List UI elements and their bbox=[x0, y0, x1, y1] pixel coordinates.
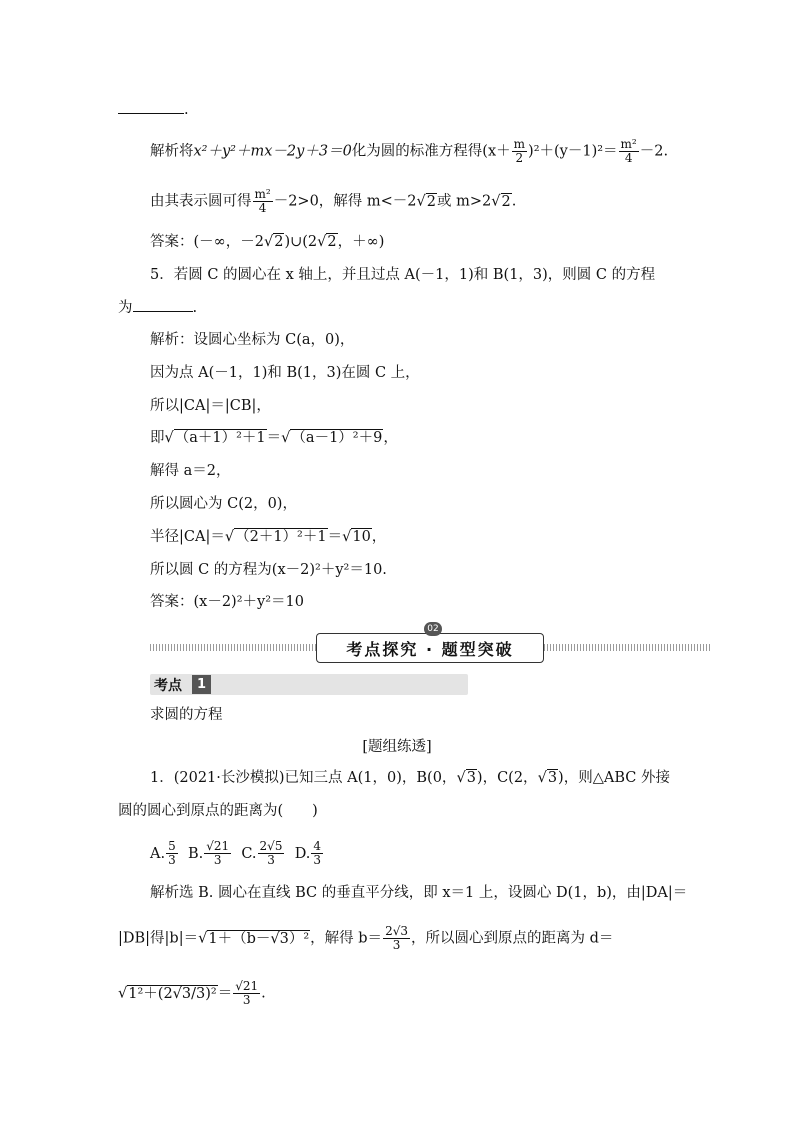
question-1-line-1: 1．(2021·长沙模拟)已知三点 A(1，0)，B(0，√3)，C(2，√3)，则△ABC 外接 bbox=[150, 770, 670, 786]
section-banner bbox=[150, 624, 710, 664]
kaodian-number: 1 bbox=[192, 675, 211, 694]
group-title: [题组练透] bbox=[362, 739, 432, 755]
option-a[interactable]: A. $\frac{5}{3}$ bbox=[150, 839, 176, 867]
solution-5-line-7: 半径|CA|＝√（2＋1）²＋1＝√10， bbox=[150, 529, 387, 545]
answer-5: 答案：(x－2)²＋y²＝10 bbox=[150, 594, 304, 610]
kaodian-label: 考点 bbox=[154, 678, 182, 694]
solution-4-line-2: 由其表示圆可得 $\frac{\text{m²}}{4}$ －2>0，解得 m<－2√2或 m>2√2. bbox=[150, 187, 517, 215]
solution-5-line-4: 即√（a＋1）²＋1＝√（a－1）²＋9， bbox=[150, 430, 398, 446]
question-1-line-2: 圆的圆心到原点的距离为( ) bbox=[118, 803, 318, 819]
solution-1-line-1: 解析选 B. 圆心在直线 BC 的垂直平分线，即 x＝1 上，设圆心 D(1，b)，由|DA|＝ bbox=[150, 885, 688, 901]
banner-badge: 02 bbox=[424, 622, 442, 636]
banner-stripe-right bbox=[544, 644, 710, 651]
answer-blank-line: . bbox=[118, 100, 189, 120]
solution-1-line-3: √1²＋(2√3/3)²＝ $\frac{√21}{3}$ . bbox=[118, 979, 266, 1007]
solution-1-line-2: |DB|得|b|＝√1＋（b－√3）²，解得 b＝ $\frac{2√3}{3}$ ，所以圆心到原点的距离为 d＝ bbox=[118, 924, 614, 952]
answer-4: 答案：(－∞，－2√2)∪(2√2，＋∞) bbox=[150, 234, 385, 250]
question-1-options bbox=[150, 840, 324, 867]
solution-5-line-5: 解得 a＝2， bbox=[150, 463, 231, 479]
option-b[interactable]: B. $\frac{√21}{3}$ bbox=[187, 839, 230, 867]
option-d[interactable]: D. $\frac{4}{3}$ bbox=[294, 839, 322, 867]
kaodian-header bbox=[150, 674, 468, 695]
solution-5-line-3: 所以|CA|＝|CB|， bbox=[150, 398, 271, 414]
solution-5-line-6: 所以圆心为 C(2，0)， bbox=[150, 496, 297, 512]
solution-4-line-1: 解析将x²＋y²＋mx－2y＋3＝0化为圆的标准方程得(x＋ $\frac{m}{2}$ )²＋(y－1)²＝ $\frac{\text{m²}}{4}$ －2. bbox=[150, 137, 669, 165]
solution-5-line-2: 因为点 A(－1，1)和 B(1，3)在圆 C 上， bbox=[150, 365, 420, 381]
banner-title: 考点探究 · 题型突破 bbox=[316, 633, 544, 663]
topic-title: 求圆的方程 bbox=[150, 707, 223, 723]
question-5-line-1: 5．若圆 C 的圆心在 x 轴上，并且过点 A(－1，1)和 B(1，3)，则圆 C 的方程 bbox=[150, 267, 656, 283]
option-c[interactable]: C. $\frac{2√5}{3}$ bbox=[241, 839, 283, 867]
banner-stripe-left bbox=[150, 644, 316, 651]
solution-5-line-8: 所以圆 C 的方程为(x－2)²＋y²＝10. bbox=[150, 562, 387, 578]
solution-5-line-1: 解析：设圆心坐标为 C(a，0)， bbox=[150, 332, 355, 348]
question-5-line-2: 为 . bbox=[118, 300, 198, 316]
